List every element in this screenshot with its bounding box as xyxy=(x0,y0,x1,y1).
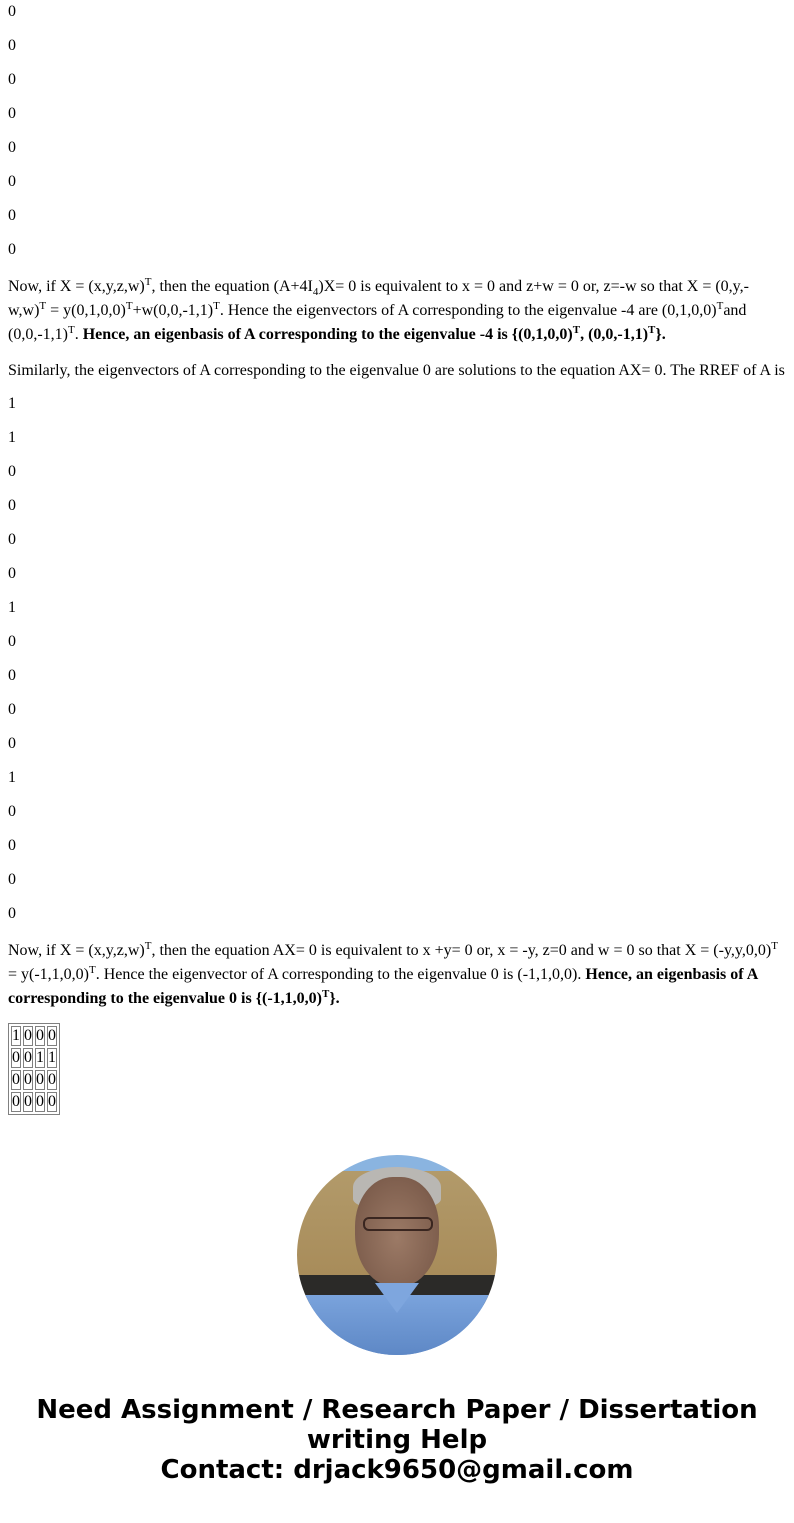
rref-intro-paragraph: Similarly, the eigenvectors of A corresponding to the eigenvalue 0 are solutions to the equation AX= 0. The RREF of A is xyxy=(8,362,785,379)
author-photo-container xyxy=(0,1155,794,1355)
eigenvalue-minus-4-paragraph xyxy=(8,275,786,347)
table-cell: 0 xyxy=(12,1071,20,1088)
matrix-entry: 0 xyxy=(8,105,16,122)
transpose-sup: T xyxy=(39,300,47,312)
eigenvalue-0-paragraph xyxy=(8,939,786,1011)
promo-banner xyxy=(0,1395,794,1505)
promo-line-1: Need Assignment / Research Paper / Dissertation xyxy=(36,1395,758,1425)
transpose-sup: T xyxy=(144,276,152,288)
text: +w(0,0,-1,1) xyxy=(132,302,214,319)
table-cell: 0 xyxy=(48,1093,56,1110)
text: . Hence the eigenvectors of A corresponding to the eigenvalue -4 are (0,1,0,0) xyxy=(219,302,717,319)
table-cell: 0 xyxy=(12,1049,20,1066)
transpose-sup: T xyxy=(125,300,133,312)
matrix-entry: 0 xyxy=(8,173,16,190)
table-cell: 0 xyxy=(36,1071,44,1088)
glasses-icon xyxy=(363,1217,433,1231)
matrix-entry: 0 xyxy=(8,139,16,156)
table-cell: 0 xyxy=(36,1027,44,1044)
text: , then the equation (A+4I xyxy=(151,278,313,295)
transpose-sup: T xyxy=(213,300,220,312)
matrix-entry: 0 xyxy=(8,905,16,922)
matrix-entry: 0 xyxy=(8,565,16,582)
table-cell: 0 xyxy=(36,1093,44,1110)
matrix-entry: 1 xyxy=(8,599,16,616)
matrix-entry: 0 xyxy=(8,207,16,224)
author-avatar xyxy=(297,1155,497,1355)
table-cell: 0 xyxy=(48,1027,56,1044)
text: = y(0,1,0,0) xyxy=(46,302,126,319)
transpose-sup: T xyxy=(648,324,656,336)
transpose-sup: T xyxy=(771,940,778,952)
table-cell: 0 xyxy=(24,1027,32,1044)
identity-subscript: 4 xyxy=(312,286,319,298)
promo-line-2: writing Help xyxy=(306,1425,488,1455)
matrix-entry: 0 xyxy=(8,667,16,684)
text: Now, if X = (x,y,z,w) xyxy=(8,942,145,959)
text: Now, if X = (x,y,z,w) xyxy=(8,278,145,295)
text: , then the equation AX= 0 is equivalent to x +y= 0 or, x = -y, z=0 and w = 0 so that X = (-y,y,0,0) xyxy=(151,942,772,959)
text: . Hence the eigenvector of A corresponding to the eigenvalue 0 is (-1,1,0,0). xyxy=(95,966,586,983)
matrix-entry: 0 xyxy=(8,735,16,752)
table-row xyxy=(11,1026,57,1046)
transpose-sup: T xyxy=(144,940,152,952)
matrix-entry: 0 xyxy=(8,463,16,480)
matrix-entry: 1 xyxy=(8,429,16,446)
text: }. xyxy=(329,990,340,1007)
matrix-entry: 1 xyxy=(8,395,16,412)
matrix-entry: 0 xyxy=(8,701,16,718)
table-cell: 0 xyxy=(24,1049,32,1066)
transpose-sup: T xyxy=(89,964,96,976)
top-number-column xyxy=(8,3,786,259)
eigenbasis-conclusion xyxy=(83,326,666,343)
transpose-sup: T xyxy=(67,324,75,336)
rref-matrix-table xyxy=(8,1023,60,1115)
table-row xyxy=(11,1092,57,1112)
matrix-entry: 0 xyxy=(8,71,16,88)
text: . xyxy=(74,326,83,343)
table-row xyxy=(11,1070,57,1090)
table-cell: 0 xyxy=(24,1093,32,1110)
table-cell: 1 xyxy=(12,1027,20,1044)
matrix-entry: 0 xyxy=(8,497,16,514)
table-cell: 0 xyxy=(48,1071,56,1088)
matrix-entry: 0 xyxy=(8,37,16,54)
promo-contact: Contact: drjack9650@gmail.com xyxy=(160,1455,634,1485)
transpose-sup: T xyxy=(322,988,330,1000)
matrix-entry: 0 xyxy=(8,837,16,854)
text: and (0,0,-1,1) xyxy=(8,302,747,343)
matrix-entry: 0 xyxy=(8,241,16,258)
transpose-sup: T xyxy=(572,324,581,336)
matrix-entry: 0 xyxy=(8,3,16,20)
table-cell: 0 xyxy=(24,1071,32,1088)
avatar-face xyxy=(355,1177,439,1287)
rref-number-column xyxy=(8,395,786,923)
matrix-entry: 1 xyxy=(8,769,16,786)
text: )X= 0 is equivalent to x = 0 and z+w = 0 or, z=-w so that X = (0,y,-w,w) xyxy=(8,278,749,319)
table-cell: 0 xyxy=(12,1093,20,1110)
text: , (0,0,-1,1) xyxy=(580,326,649,343)
text: }. xyxy=(655,326,666,343)
table-cell: 1 xyxy=(48,1049,56,1066)
matrix-entry: 0 xyxy=(8,531,16,548)
document-body xyxy=(0,3,794,1115)
text: Hence, an eigenbasis of A corresponding to the eigenvalue 0 is {(-1,1,0,0) xyxy=(8,966,758,1007)
table-row xyxy=(11,1048,57,1068)
transpose-sup: T xyxy=(716,300,724,312)
matrix-entry: 0 xyxy=(8,633,16,650)
text: Hence, an eigenbasis of A corresponding to the eigenvalue -4 is {(0,1,0,0) xyxy=(82,326,573,343)
matrix-entry: 0 xyxy=(8,871,16,888)
text: = y(-1,1,0,0) xyxy=(8,966,90,983)
table-cell: 1 xyxy=(36,1049,44,1066)
matrix-entry: 0 xyxy=(8,803,16,820)
